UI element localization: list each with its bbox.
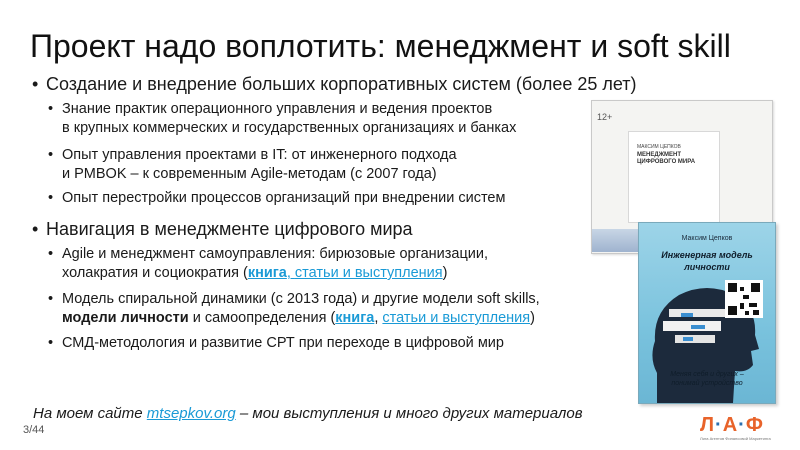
- bullet: •: [32, 74, 39, 94]
- book-link[interactable]: книга: [247, 265, 287, 281]
- talks-link[interactable]: статьи и выступления: [382, 310, 531, 326]
- footer-text: На моем сайте mtsepkov.org – мои выступления и много других материалов: [33, 405, 583, 422]
- book-author: Максим Цепков: [681, 235, 733, 242]
- section2-heading: • Навигация в менеджменте цифрового мира: [32, 219, 413, 239]
- book-cover-personality[interactable]: [638, 222, 776, 404]
- book-link[interactable]: книга: [335, 310, 375, 326]
- book-title: МЕНЕДЖМЕНТ ЦИФРОВОГО МИРА: [637, 152, 696, 165]
- section1-item-3: • Опыт перестройки процессов организаций при внедрении систем: [48, 190, 506, 206]
- age-rating: 12+: [597, 112, 613, 122]
- bold-text: модели личности: [62, 310, 189, 326]
- book-tagline: Меняя себя и других – понимай устройство: [670, 371, 744, 387]
- talks-link[interactable]: статьи и выступления: [294, 265, 443, 281]
- book-cover-inner: [628, 131, 720, 223]
- logo-subtitle: Лига Агентов Финансовой Маркетинга: [700, 436, 771, 441]
- company-logo: Л·А·Ф Лига Агентов Финансовой Маркетинга: [700, 414, 780, 444]
- section2-item-3: • СМД-методология и развитие СРТ при переходе в цифровой мир: [48, 335, 504, 351]
- section2-item-1: • Agile и менеджмент самоуправления: бирюзовые организации, холакратия и социократия (книга, статьи и выступления): [48, 246, 489, 281]
- section1-item-1: • Знание практик операционного управления и ведения проектов в крупных коммерческих и государственных организациях и банках: [48, 101, 517, 136]
- section1-item-2: • Опыт управления проектами в IT: от инженерного подхода и PMBOK – к современным Agile-методам (с 2007 года): [48, 147, 457, 182]
- slide-title: Проект надо воплотить: менеджмент и soft skill: [30, 28, 731, 64]
- separator: ,: [286, 265, 295, 281]
- book-author: МАКСИМ ЦЕПКОВ: [637, 144, 681, 150]
- section2-item-2: • Модель спиральной динамики (с 2013 года) и другие модели soft skills, модели личности и самоопределения (книга, статьи и выступления): [48, 291, 540, 326]
- section1-heading: • Создание и внедрение больших корпоративных систем (более 25 лет): [32, 74, 637, 94]
- book-title: Инженерная модель личности: [661, 250, 753, 272]
- bullet: •: [32, 219, 39, 239]
- site-link[interactable]: mtsepkov.org: [146, 405, 236, 422]
- page-number: 3/44: [23, 424, 45, 436]
